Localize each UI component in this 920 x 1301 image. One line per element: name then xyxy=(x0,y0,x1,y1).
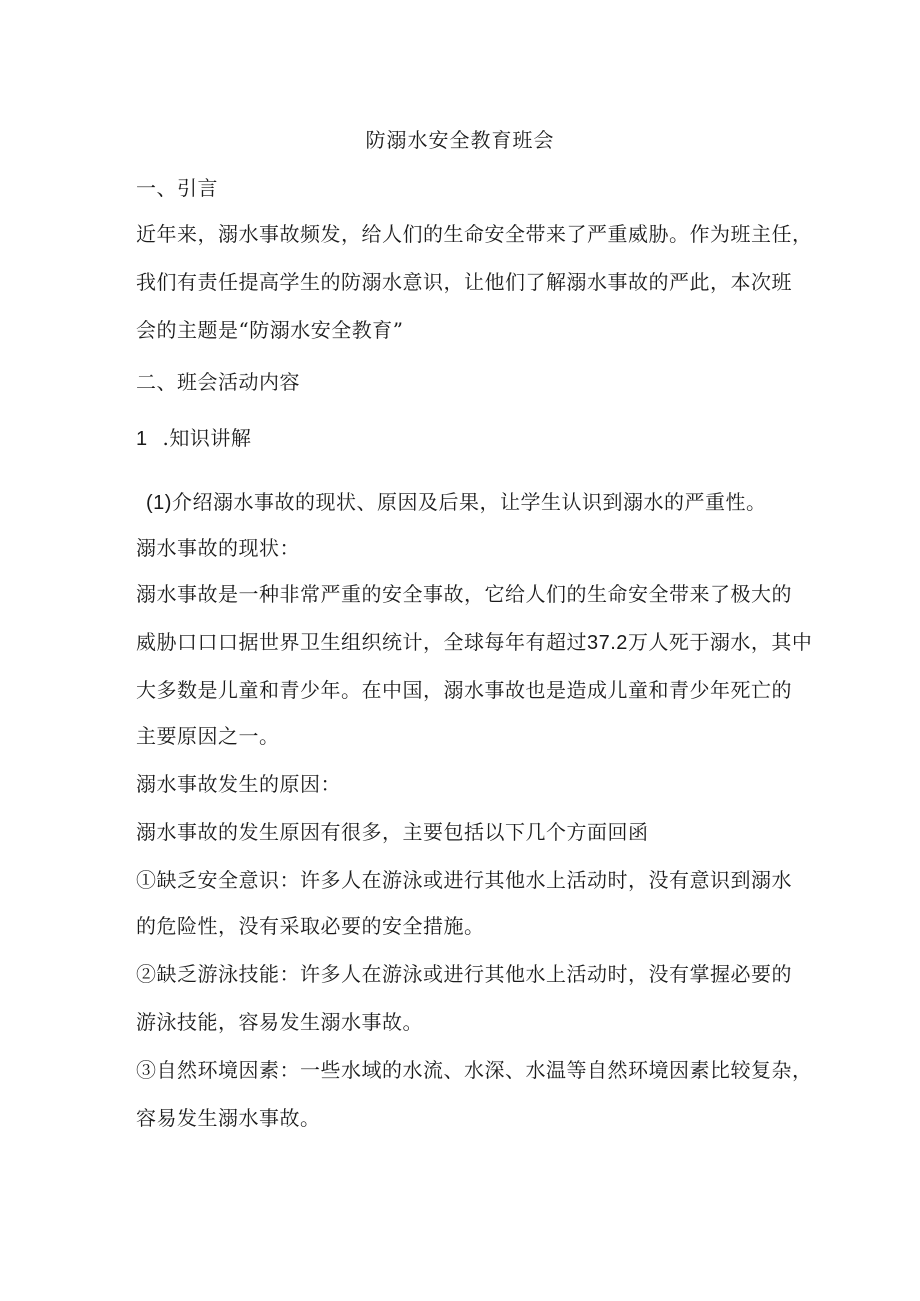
subsection-number: 1 xyxy=(136,428,148,450)
subsection-label: .知识讲解 xyxy=(162,426,252,450)
status-line-2-part-a: 威胁口口口据世界卫生组织统计，全球每年有超过 xyxy=(136,630,587,654)
document-title: 防溺水安全教育班会 xyxy=(365,128,555,152)
status-line-2-number: 37.2 xyxy=(587,632,628,654)
status-line-4: 主要原因之一。 xyxy=(136,724,280,748)
section-heading-introduction: 一、引言 xyxy=(136,176,218,200)
status-line-2-part-b: 万人死于溺水，其中 xyxy=(627,630,813,654)
list-item-text: 介绍溺水事故的现状、原因及后果，让学生认识到溺水的严重性。 xyxy=(171,490,767,514)
subsection-knowledge xyxy=(136,424,251,453)
cause-2-line-2: 游泳技能，容易发生溺水事故。 xyxy=(136,1010,423,1034)
status-heading: 溺水事故的现状： xyxy=(136,536,300,560)
status-line-1: 溺水事故是一种非常严重的安全事故，它给人们的生命安全带来了极大的 xyxy=(136,582,792,606)
cause-2-line-1: ②缺乏游泳技能：许多人在游泳或进行其他水上活动时，没有掌握必要的 xyxy=(136,962,792,986)
intro-line-2: 我们有责任提高学生的防溺水意识，让他们了解溺水事故的严此，本次班 xyxy=(136,270,792,294)
intro-line-3: 会的主题是“防溺水安全教育” xyxy=(136,318,404,342)
list-item-1 xyxy=(146,488,766,517)
list-item-marker: (1) xyxy=(146,492,172,514)
status-line-3: 大多数是儿童和青少年。在中国，溺水事故也是造成儿童和青少年死亡的 xyxy=(136,678,792,702)
causes-intro: 溺水事故的发生原因有很多，主要包括以下几个方面回函 xyxy=(136,820,649,844)
cause-3-line-1: ③自然环境因素：一些水域的水流、水深、水温等自然环境因素比较复杂， xyxy=(136,1058,813,1082)
causes-heading: 溺水事故发生的原因： xyxy=(136,772,341,796)
status-line-2 xyxy=(136,628,812,657)
intro-line-1: 近年来，溺水事故频发，给人们的生命安全带来了严重威胁。作为班主任， xyxy=(136,222,813,246)
cause-1-line-1: ①缺乏安全意识：许多人在游泳或进行其他水上活动时，没有意识到溺水 xyxy=(136,868,792,892)
cause-1-line-2: 的危险性，没有采取必要的安全措施。 xyxy=(136,914,485,938)
section-heading-activities: 二、班会活动内容 xyxy=(136,370,300,394)
cause-3-line-2: 容易发生溺水事故。 xyxy=(136,1106,321,1130)
